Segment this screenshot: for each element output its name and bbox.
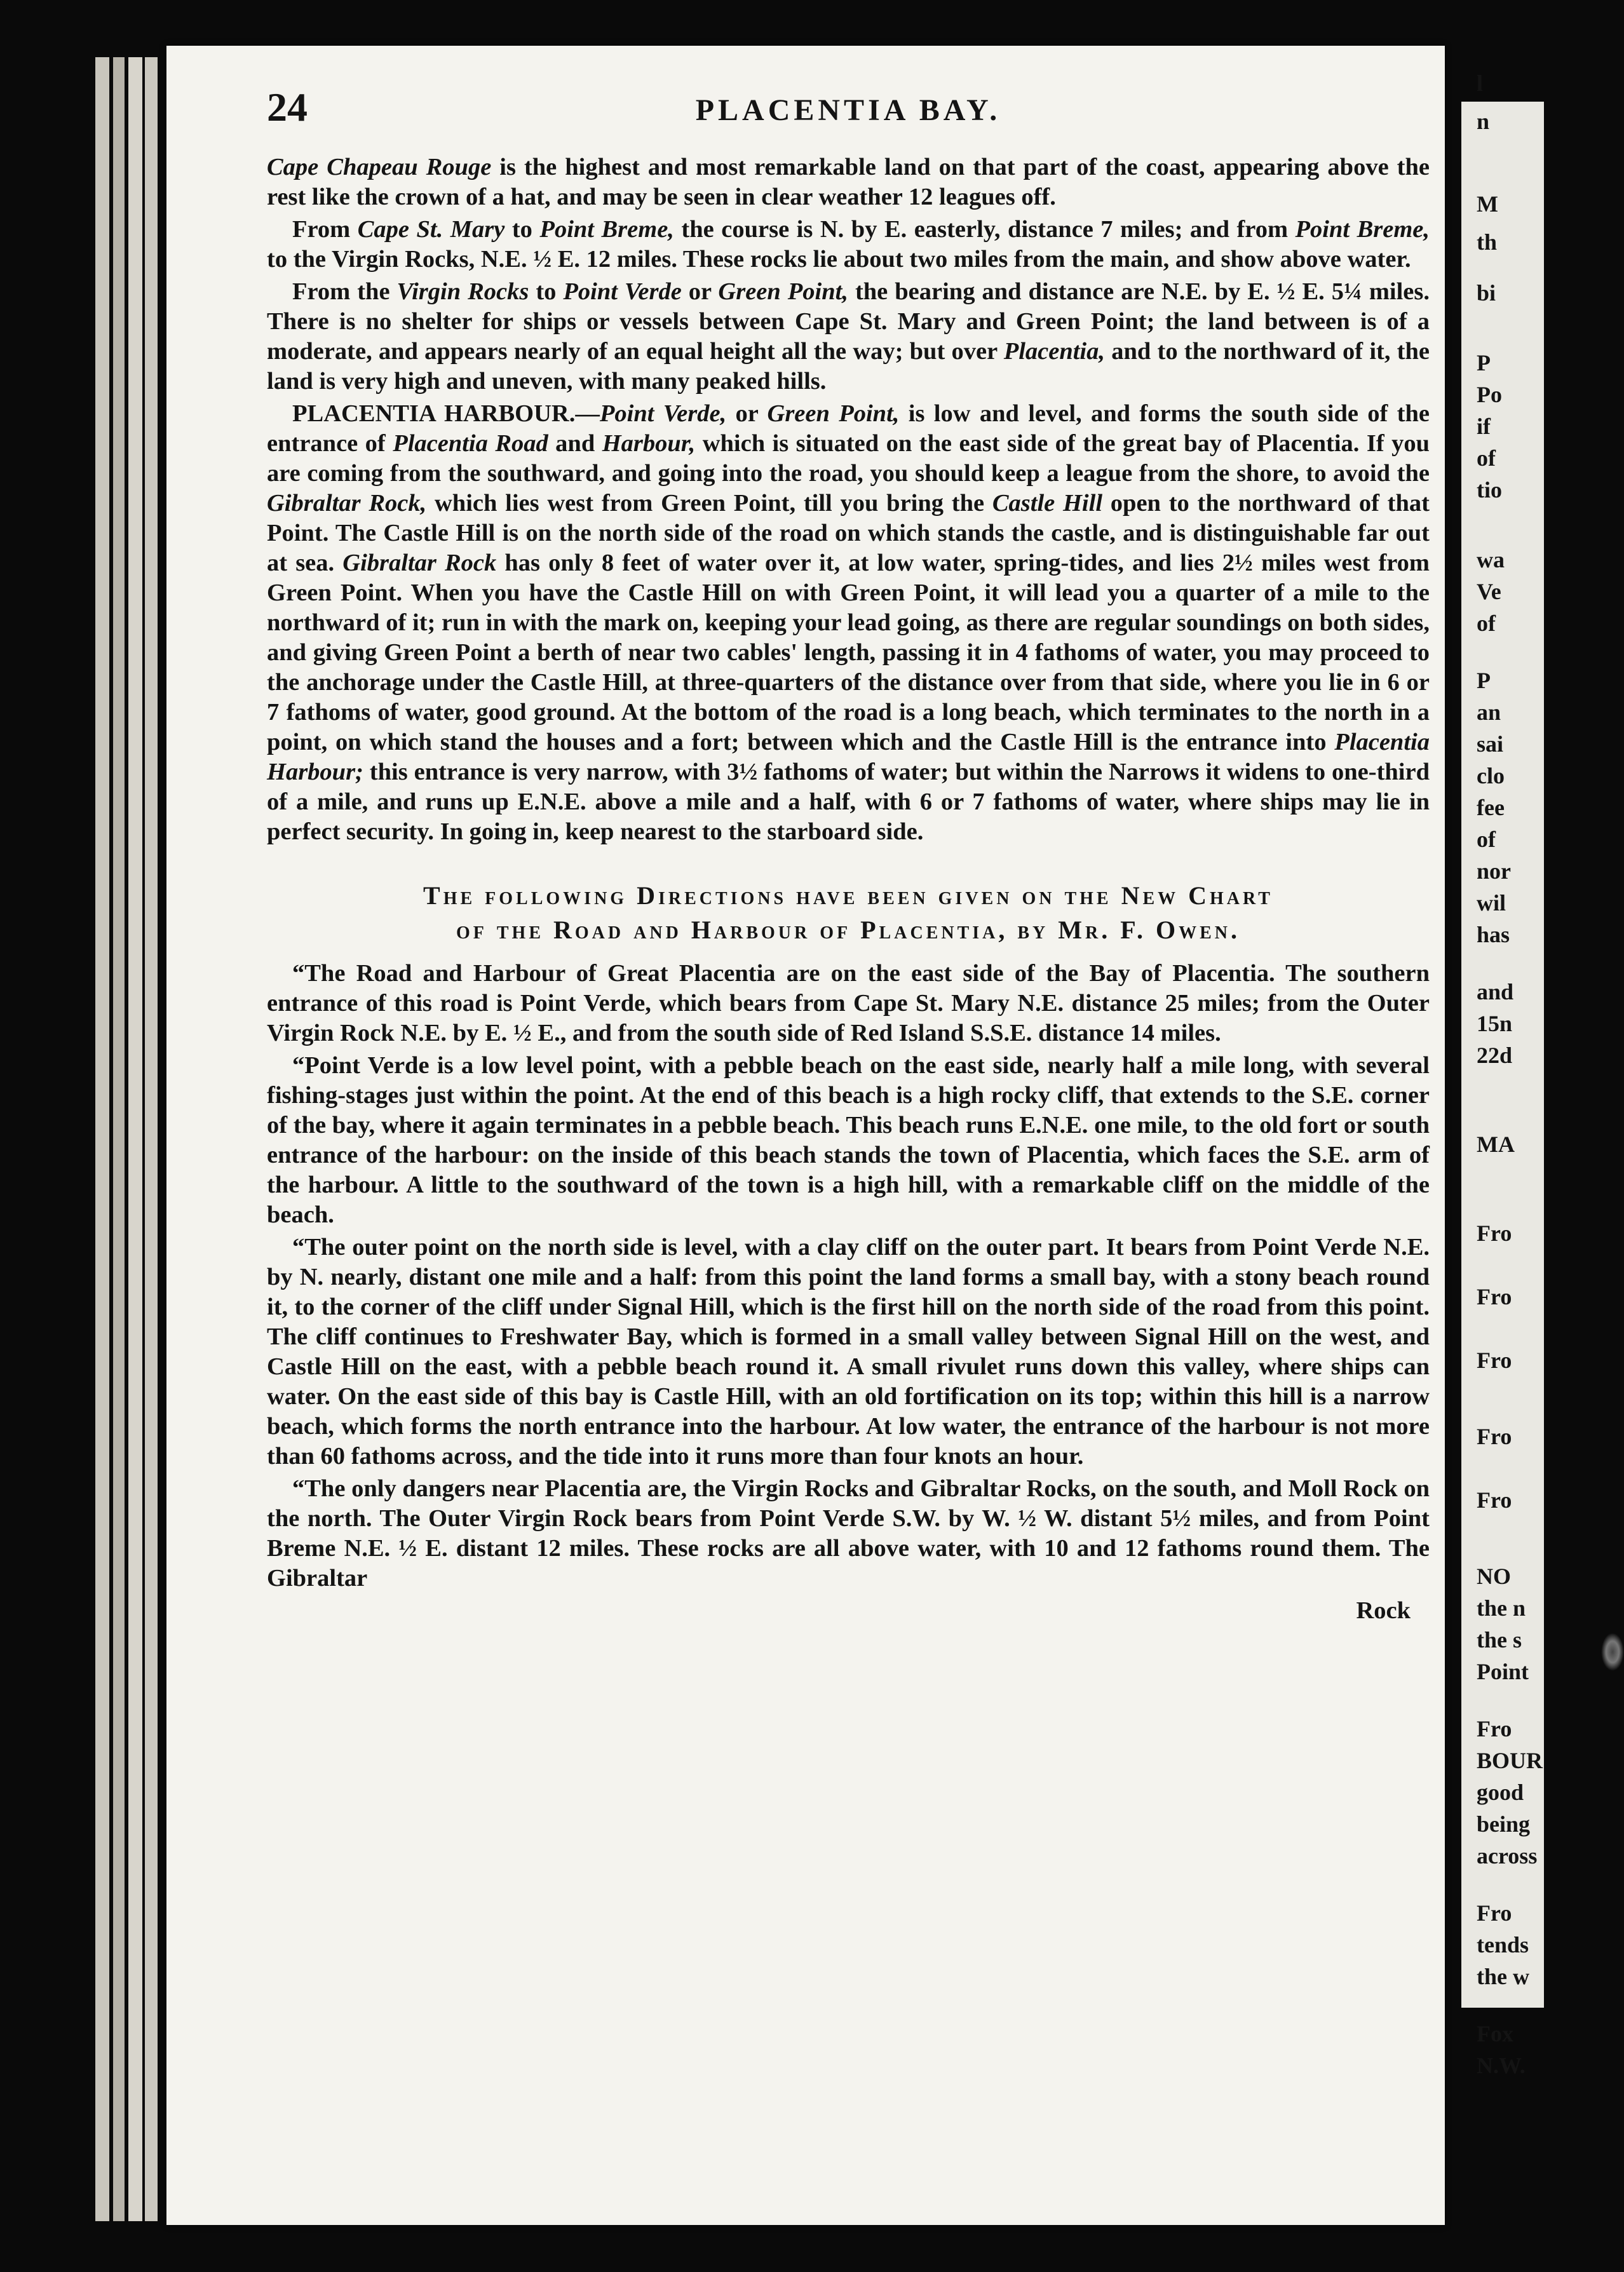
facing-page-fragment: of bbox=[1477, 827, 1496, 852]
facing-page-fragment: if bbox=[1477, 414, 1491, 439]
facing-page-fragment: MA bbox=[1477, 1132, 1515, 1157]
place-name: Point Verde, bbox=[599, 400, 727, 427]
facing-page-fragment: of bbox=[1477, 445, 1496, 471]
paragraph-placentia-harbour: PLACENTIA HARBOUR.—Point Verde, or Green Point, is low and level, and forms the south side of the entrance of Placentia Road and Harbour, which is situated on the east side of the great bay of Placentia. If you are coming from the southward, and going into the road, you should keep a league from the shore, to avoid the Gibraltar Rock, which lies west from Green Point, till you bring the Castle Hill open to the northward of that Point. The Castle Hill is on the north side of the road on which stands the castle, and is distinguishable far out at sea. Gibraltar Rock has only 8 feet of water over it, at low water, spring-tides, and lies 2½ miles west from Green Point. When you have the Castle Hill on with Green Point, it will lead you a quarter of a mile to the northward of it; run in with the mark on, keeping your lead going, as there are regular soundings on both sides, and giving Green Point a berth of near two cables' length, passing it in 4 fathoms of water, you may proceed to the anchorage under the Castle Hill, at three-quarters of the distance over from that side, where you lie in 6 or 7 fathoms of water, good ground. At the bottom of the road is a long beach, which terminates to the north in a point, on which stand the houses and a fort; between which and the Castle Hill is the entrance into Placentia Harbour; this entrance is very narrow, with 3½ fathoms of water; but within the Narrows it widens to one-third of a mile, and runs up E.N.E. above a mile and a half, with 6 or 7 fathoms of water, where ships may lie in perfect security. In going in, keep nearest to the starboard side. bbox=[267, 400, 1430, 845]
facing-page-fragment: l bbox=[1477, 71, 1484, 96]
place-name: Green Point, bbox=[718, 278, 848, 305]
place-name: Placentia Harbour; bbox=[267, 729, 1430, 785]
facing-page-fragment: Po bbox=[1477, 382, 1502, 407]
facing-page-fragment: Fro bbox=[1477, 1487, 1512, 1513]
facing-page-fragment: and bbox=[1477, 979, 1514, 1004]
facing-page-fragment: tio bbox=[1477, 477, 1502, 503]
facing-page-strip bbox=[1461, 71, 1544, 2078]
facing-page-fragment: has bbox=[1477, 922, 1510, 947]
facing-page-fragment: Fro bbox=[1477, 1221, 1512, 1246]
facing-page-fragment: NO bbox=[1477, 1564, 1511, 1589]
place-name: Harbour, bbox=[602, 430, 696, 457]
facing-page-fragment: good bbox=[1477, 1780, 1524, 1805]
facing-page-fragment: of bbox=[1477, 611, 1496, 636]
book-edge bbox=[145, 57, 158, 2221]
place-name: Castle Hill bbox=[992, 490, 1103, 517]
body-text bbox=[267, 152, 1430, 1626]
book-edge bbox=[113, 57, 125, 2221]
place-name: Virgin Rocks bbox=[396, 278, 529, 305]
facing-page-fragment: P bbox=[1477, 668, 1491, 693]
paragraph-virgin-rocks: From the Virgin Rocks to Point Verde or Green Point, the bearing and distance are N.E. by E. ½ E. 5¼ miles. There is no shelter for ships or vessels between Cape St. Mary and Green Point; the land between is of a moderate, and appears nearly of an equal height all the way; but over Placentia, and to the northward of it, the land is very high and uneven, with many peaked hills. bbox=[267, 278, 1430, 395]
page-header bbox=[267, 84, 1430, 135]
book-page bbox=[166, 46, 1445, 2225]
section-heading: The following Directions have been given on the New Chart of the Road and Harbour of Placentia, by Mr. F. Owen. bbox=[423, 881, 1273, 944]
book-edge bbox=[95, 57, 109, 2221]
facing-page-fragment: 22d bbox=[1477, 1043, 1513, 1068]
place-name: Gibraltar Rock, bbox=[267, 490, 427, 517]
facing-page-fragment: bi bbox=[1477, 280, 1496, 306]
place-name: Point Breme, bbox=[539, 216, 674, 243]
paragraph-cape-st-mary: From Cape St. Mary to Point Breme, the course is N. by E. easterly, distance 7 miles; and from Point Breme, to the Virgin Rocks, N.E. ½ E. 12 miles. These rocks lie about two miles from the main, and show above water. bbox=[267, 216, 1430, 273]
catchword: Rock bbox=[1356, 1597, 1411, 1624]
facing-page-fragment: Fro bbox=[1477, 1424, 1512, 1449]
facing-page-fragment: th bbox=[1477, 229, 1498, 255]
facing-page-fragment: an bbox=[1477, 700, 1501, 725]
facing-page-fragment: wa bbox=[1477, 547, 1505, 572]
sub-heading: PLACENTIA HARBOUR.— bbox=[292, 400, 600, 427]
paragraph-point-verde: “Point Verde is a low level point, with a pebble beach on the east side, nearly half a mile long, with several fishing-stages just within the point. At the end of this beach is a high rocky cliff, that extends to the S.E. corner of the bay, where it again terminates in a pebble beach. This beach runs E.N.E. one mile, to the old fort or south entrance of the harbour: on the inside of this beach stands the town of Placentia, which faces the S.E. arm of the harbour. A little to the southward of the town is a high hill, with a remarkable cliff on the middle of the beach. bbox=[267, 1052, 1430, 1228]
running-head: PLACENTIA BAY. bbox=[695, 93, 1001, 127]
paragraph-outer-point: “The outer point on the north side is level, with a clay cliff on the outer part. It bears from Point Verde N.E. by N. nearly, distant one mile and a half: from this point the land forms a small bay, with a stony beach round it, to the corner of the cliff under Signal Hill, which is the first hill on the north side of the road from this point. The cliff continues to Freshwater Bay, which is formed in a small valley between Signal Hill on the west, and Castle Hill on the east, with a pebble beach round it. A small rivulet runs down this valley, where ships can water. On the east side of this bay is Castle Hill, with an old fortification on its top; within this hill is a narrow beach, which forms the north entrance into the harbour. At low water, the entrance of the harbour is not more than 60 fathoms across, and the tide into it runs more than four knots an hour. bbox=[267, 1234, 1430, 1470]
facing-page-fragment: tends bbox=[1477, 1932, 1529, 1958]
facing-page-fragment: BOUR bbox=[1477, 1748, 1543, 1773]
facing-page-fragment: the n bbox=[1477, 1595, 1526, 1621]
place-name: Placentia Road bbox=[393, 430, 548, 457]
paragraph-road-and-harbour: “The Road and Harbour of Great Placentia are on the east side of the Bay of Placentia. The southern entrance of this road is Point Verde, which bears from Cape St. Mary N.E. distance 25 miles; from the Outer Virgin Rock N.E. by E. ½ E., and from the south side of Red Island S.S.E. distance 14 miles. bbox=[267, 960, 1430, 1046]
facing-page-fragment: nor bbox=[1477, 858, 1511, 884]
facing-page-fragment: Fro bbox=[1477, 1716, 1512, 1741]
facing-page-fragment: sai bbox=[1477, 731, 1504, 757]
place-name: Cape Chapeau Rouge bbox=[267, 154, 492, 180]
place-name: Green Point, bbox=[767, 400, 900, 427]
place-name: Point Breme, bbox=[1295, 216, 1430, 243]
facing-page-fragment: across bbox=[1477, 1843, 1538, 1869]
facing-page-fragment: Point bbox=[1477, 1659, 1529, 1684]
facing-page-fragment: being bbox=[1477, 1811, 1531, 1837]
facing-page-fragment: the s bbox=[1477, 1627, 1522, 1653]
facing-page-fragment: fee bbox=[1477, 795, 1505, 820]
facing-page-fragment: clo bbox=[1477, 763, 1505, 788]
book-edge bbox=[128, 57, 142, 2221]
ink-stain bbox=[1601, 1633, 1624, 1671]
facing-page-fragment: M bbox=[1477, 191, 1498, 217]
place-name: Placentia, bbox=[1003, 338, 1106, 365]
facing-page-fragment: Fro bbox=[1477, 1348, 1512, 1373]
facing-page-fragment: Fox bbox=[1477, 2021, 1513, 2046]
facing-page-fragment: Ve bbox=[1477, 579, 1501, 604]
place-name: Cape St. Mary bbox=[357, 216, 505, 243]
facing-page-fragment: 15n bbox=[1477, 1011, 1513, 1036]
facing-page-fragment: Fro bbox=[1477, 1284, 1512, 1309]
page-number: 24 bbox=[267, 85, 308, 130]
facing-page-fragment: N.W. bbox=[1477, 2053, 1526, 2078]
paragraph-dangers: “The only dangers near Placentia are, the Virgin Rocks and Gibraltar Rocks, on the south, and Moll Rock on the north. The Outer Virgin Rock bears from Point Verde S.W. by W. ½ W. distant 5½ miles, and from Point Breme N.E. ½ E. distant 12 miles. These rocks are all above water, with 10 and 12 fathoms round them. The Gibraltar bbox=[267, 1475, 1430, 1592]
facing-page-fragment: wil bbox=[1477, 890, 1506, 916]
place-name: Gibraltar Rock bbox=[342, 550, 497, 576]
facing-page-fragment: the w bbox=[1477, 1964, 1529, 1989]
place-name: Point Verde bbox=[563, 278, 682, 305]
facing-page-fragment: P bbox=[1477, 350, 1491, 375]
facing-page-fragment: Fro bbox=[1477, 1900, 1512, 1926]
paragraph-cape-chapeau-rouge: Cape Chapeau Rouge is the highest and most remarkable land on that part of the coast, appearing above the rest like the crown of a hat, and may be seen in clear weather 12 leagues off. bbox=[267, 154, 1430, 210]
facing-page-fragment: n bbox=[1477, 109, 1490, 134]
